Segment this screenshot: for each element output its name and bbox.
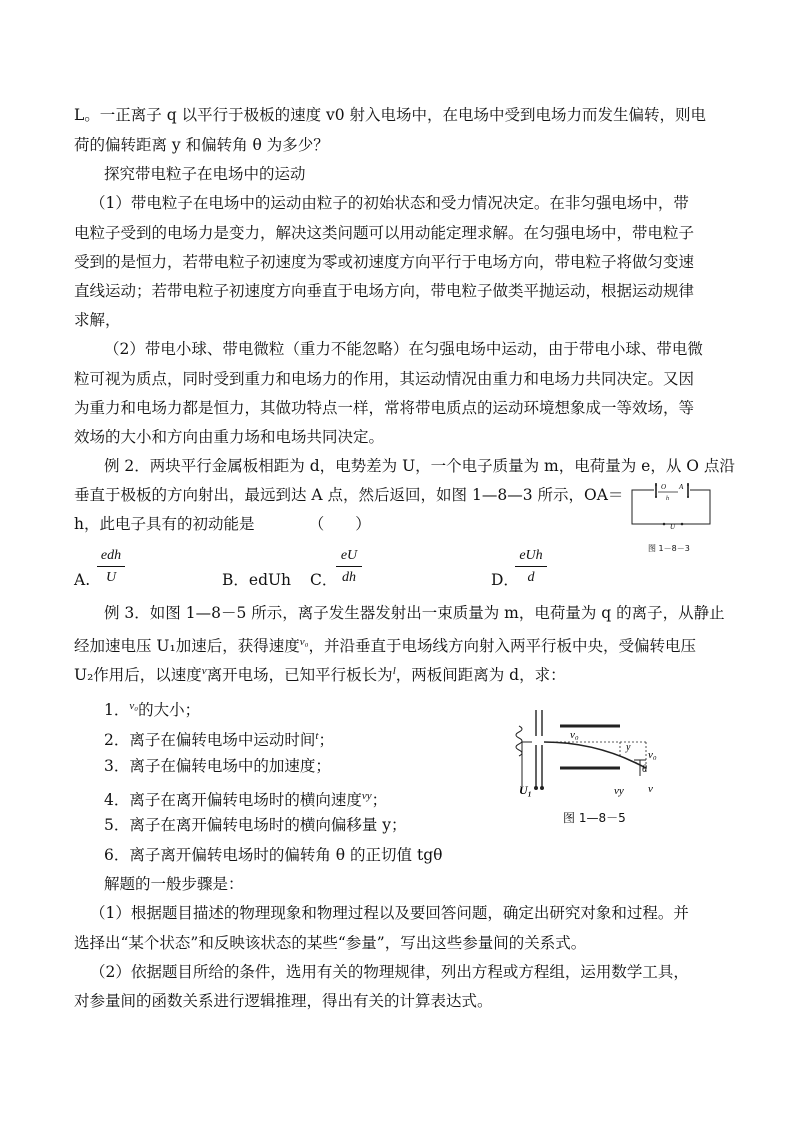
denominator: d: [527, 570, 535, 585]
section-heading: 探究带电粒子在电场中的运动: [104, 165, 306, 183]
text-line: 经加速电压 U₁加速后，获得速度$^{v_0}$，并沿垂直于电场线方向射入两平行板中央，受偏转电压: [74, 636, 696, 655]
option-d-label: D．: [491, 571, 519, 589]
steps-title: 解题的一般步骤是：: [104, 875, 244, 893]
question-1: 1．$^{v_0}$的大小；: [104, 700, 201, 719]
text-line: U₂作用后，以速度$^v$离开电场，已知平行板长为$^l$，两板间距离为 d，求：: [74, 665, 566, 684]
label-o: O: [661, 483, 667, 491]
option-b: B．edUh: [222, 571, 292, 589]
numerator: eUh: [515, 548, 547, 567]
label-a: A: [679, 483, 684, 491]
question-6: 6．离子离开偏转电场时的偏转角 θ 的正切值 tgθ: [104, 846, 443, 864]
label-v: v: [648, 783, 653, 795]
figure-1-8-3: [628, 480, 714, 532]
text-line: （1）根据题目描述的物理现象和物理过程以及要回答问题，确定出研究对象和过程。并: [90, 904, 689, 922]
text-line: 受到的是恒力，若带电粒子初速度为零或初速度方向平行于电场方向，带电粒子将做匀变速: [74, 253, 695, 271]
text-line: 电粒子受到的电场力是变力，解决这类问题可以用动能定理求解。在匀强电场中，带电粒子: [74, 224, 695, 242]
denominator: U: [105, 570, 117, 585]
denominator: dh: [342, 570, 356, 585]
text-line: 垂直于极板的方向射出，最远到达 A 点，然后返回，如图 1—8—3 所示，OA＝: [74, 486, 624, 504]
option-c-fraction: [336, 548, 362, 586]
label-u: U: [670, 523, 676, 531]
text-line: 直线运动；若带电粒子初速度方向垂直于电场方向，带电粒子做类平抛运动，根据运动规律: [74, 282, 695, 300]
text-line: 粒可视为质点，同时受到重力和电场力的作用，其运动情况由重力和电场力共同决定。又因: [74, 370, 695, 388]
text-line: （1）带电粒子在电场中的运动由粒子的初始状态和受力情况决定。在非匀强电场中，带: [90, 194, 689, 212]
option-a-fraction: [97, 548, 125, 586]
text-line: L。一正离子 q 以平行于极板的速度 v0 射入电场中，在电场中受到电场力而发生偏转，则电: [74, 106, 707, 124]
option-c-label: C．: [310, 571, 338, 589]
option-a-label: A.: [74, 571, 91, 589]
v0-symbol: v₀: [299, 636, 309, 648]
text-line: 求解，: [74, 311, 121, 329]
l-symbol: l: [392, 665, 396, 677]
numerator: eU: [336, 548, 362, 567]
figure-caption: 图 1—8－5: [563, 811, 626, 825]
question-2: 2．离子在偏转电场中运动时间$^t$；: [104, 730, 334, 749]
text-line: 对参量间的函数关系进行逻辑推理，得出有关的计算表达式。: [74, 992, 493, 1010]
text-line: 选择出“某个状态”和反映该状态的某些“参量”，写出这些参量间的关系式。: [74, 934, 587, 952]
option-d-fraction: [515, 548, 547, 586]
label-v0-exit: v₀: [648, 749, 657, 761]
label-u1: U₁: [519, 783, 532, 797]
text-line: 为重力和电场力都是恒力，其做功特点一样，常将带电质点的运动环境想象成一等效场，等: [74, 399, 695, 417]
text-line: 例 3．如图 1—8－5 所示，离子发生器发射出一束质量为 m，电荷量为 q 的离子，从静止: [104, 604, 725, 622]
label-theta: θ: [642, 764, 647, 775]
label-y: y: [626, 742, 631, 753]
label-h: h: [666, 496, 669, 502]
figure-1-8-5: [508, 708, 678, 800]
numerator: edh: [97, 548, 125, 567]
question-5: 5．离子在离开偏转电场时的横向偏移量 y；: [104, 816, 407, 834]
label-vy: vy: [614, 785, 624, 797]
question-3: 3．离子在偏转电场中的加速度；: [104, 757, 331, 775]
text-line: （2）带电小球、带电微粒（重力不能忽略）在匀强电场中运动，由于带电小球、带电微: [104, 340, 703, 358]
text-line: 例 2．两块平行金属板相距为 d，电势差为 U，一个电子质量为 m，电荷量为 e，从 O 点沿: [104, 457, 735, 475]
text-line: （2）依据题目所给的条件，选用有关的物理规律，列出方程或方程组，运用数学工具，: [90, 963, 689, 981]
label-v0: v₀: [570, 729, 579, 741]
text-line: 荷的偏转距离 y 和偏转角 θ 为多少？: [74, 136, 329, 154]
v-symbol: v: [201, 665, 207, 677]
text-line: h，此电子具有的初动能是 （ ）: [74, 515, 371, 533]
question-4: 4．离子在离开偏转电场时的横向速度$^{vy}$；: [104, 790, 388, 809]
figure-caption: 图 1－8－3: [648, 544, 690, 553]
text-line: 效场的大小和方向由重力场和电场共同决定。: [74, 428, 385, 446]
